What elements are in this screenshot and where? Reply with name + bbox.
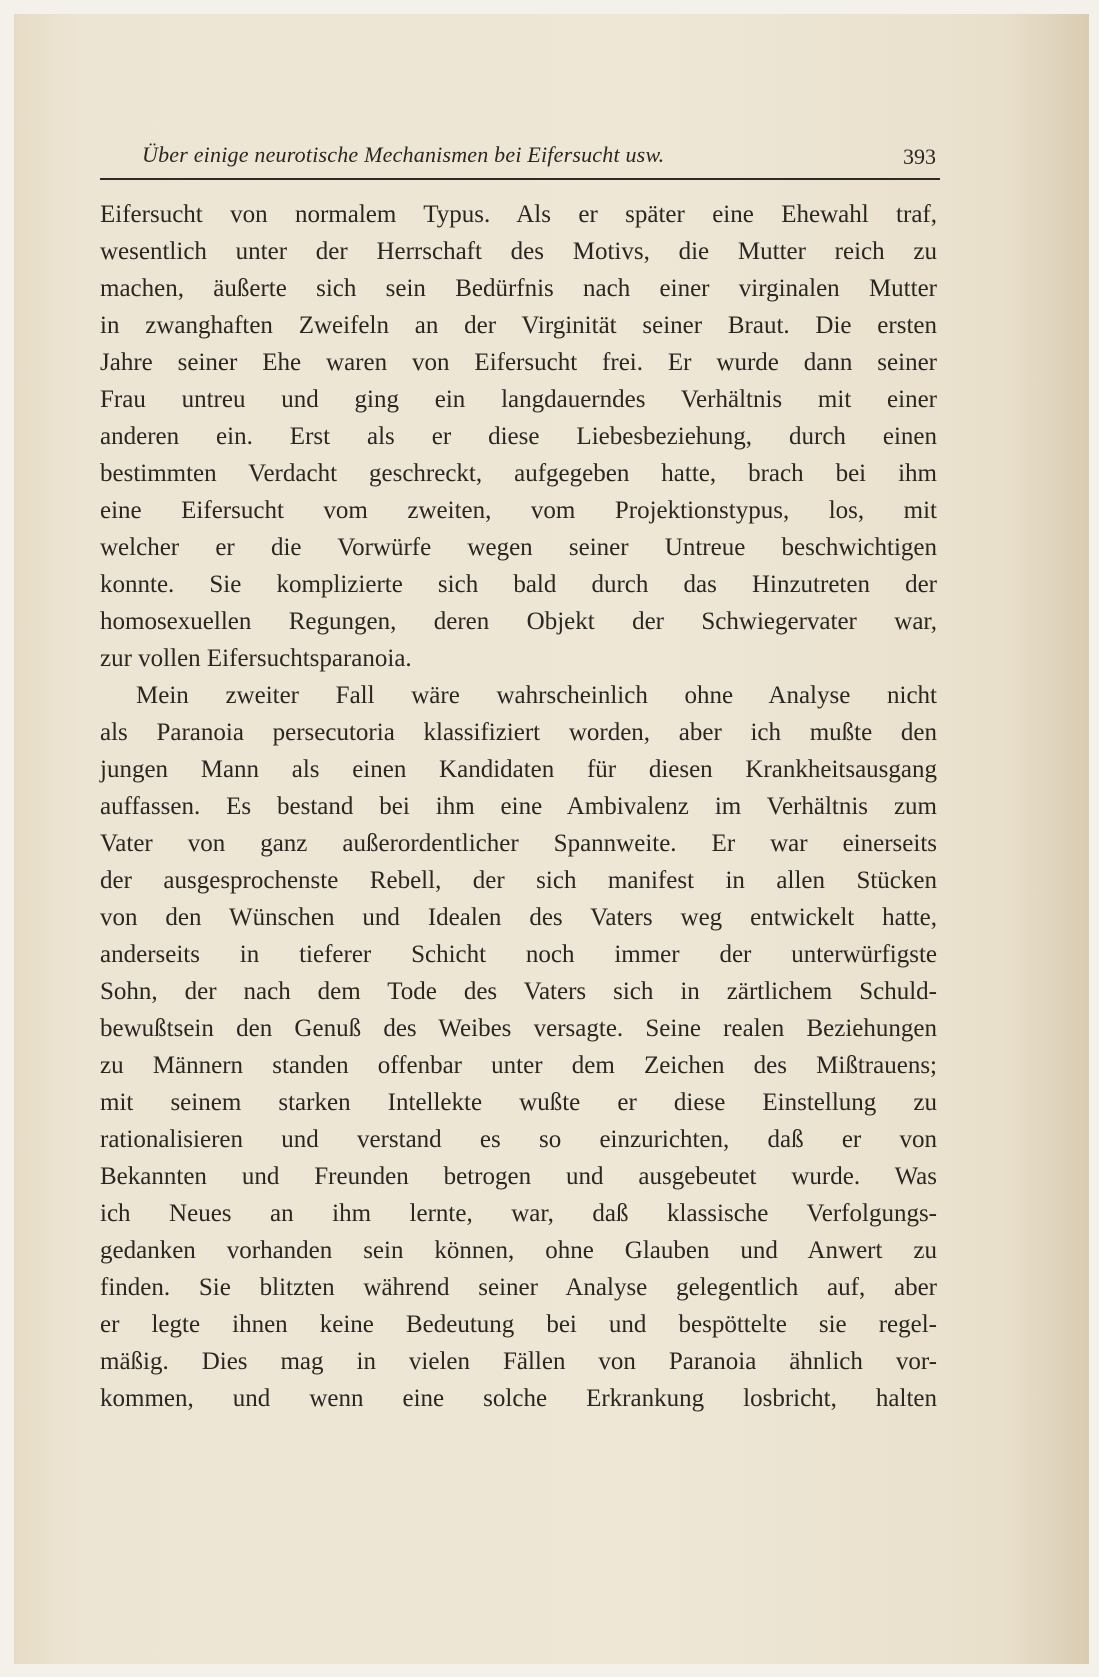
text-line: auffassen. Es bestand bei ihm eine Ambivalenz im Verhältnis zum bbox=[100, 793, 937, 820]
text-line: konnte. Sie komplizierte sich bald durch das Hinzutreten der bbox=[100, 571, 937, 598]
page-header bbox=[100, 138, 940, 178]
text-line: rationalisieren und verstand es so einzurichten, daß er von bbox=[100, 1126, 937, 1153]
body-text bbox=[100, 196, 937, 1417]
text-line: als Paranoia persecutoria klassifiziert worden, aber ich mußte den bbox=[100, 719, 937, 746]
text-line: von den Wünschen und Idealen des Vaters weg entwickelt hatte, bbox=[100, 904, 937, 931]
text-line: anderen ein. Erst als er diese Liebesbeziehung, durch einen bbox=[100, 423, 937, 450]
text-line: zu Männern standen offenbar unter dem Zeichen des Mißtrauens; bbox=[100, 1052, 937, 1079]
text-line: mit seinem starken Intellekte wußte er diese Einstellung zu bbox=[100, 1089, 937, 1116]
text-line: Frau untreu und ging ein langdauerndes Verhältnis mit einer bbox=[100, 386, 937, 413]
book-page bbox=[14, 14, 1089, 1664]
text-line: machen, äußerte sich sein Bedürfnis nach einer virginalen Mutter bbox=[100, 275, 937, 302]
text-line: wesentlich unter der Herrschaft des Motivs, die Mutter reich zu bbox=[100, 238, 937, 265]
text-line: bestimmten Verdacht geschreckt, aufgegeben hatte, brach bei ihm bbox=[100, 460, 937, 487]
text-line: homosexuellen Regungen, deren Objekt der Schwiegervater war, bbox=[100, 608, 937, 635]
text-line: welcher er die Vorwürfe wegen seiner Untreue beschwichtigen bbox=[100, 534, 937, 561]
running-title: Über einige neurotische Mechanismen bei Eifersucht usw. bbox=[142, 142, 665, 167]
text-line: ich Neues an ihm lernte, war, daß klassische Verfolgungs- bbox=[100, 1200, 937, 1227]
text-line: Mein zweiter Fall wäre wahrscheinlich ohne Analyse nicht bbox=[136, 682, 937, 709]
header-rule bbox=[100, 178, 940, 180]
text-line: jungen Mann als einen Kandidaten für diesen Krankheitsausgang bbox=[100, 756, 937, 783]
page-number: 393 bbox=[903, 144, 936, 169]
text-line: bewußtsein den Genuß des Weibes versagte. Seine realen Beziehungen bbox=[100, 1015, 937, 1042]
text-line: mäßig. Dies mag in vielen Fällen von Paranoia ähnlich vor- bbox=[100, 1348, 937, 1375]
text-line: in zwanghaften Zweifeln an der Virginität seiner Braut. Die ersten bbox=[100, 312, 937, 339]
text-line: Bekannten und Freunden betrogen und ausgebeutet wurde. Was bbox=[100, 1163, 937, 1190]
text-line: finden. Sie blitzten während seiner Analyse gelegentlich auf, aber bbox=[100, 1274, 937, 1301]
text-line: gedanken vorhanden sein können, ohne Glauben und Anwert zu bbox=[100, 1237, 937, 1264]
text-line: Sohn, der nach dem Tode des Vaters sich in zärtlichem Schuld- bbox=[100, 978, 937, 1005]
text-line: anderseits in tieferer Schicht noch immer der unterwürfigste bbox=[100, 941, 937, 968]
text-line: kommen, und wenn eine solche Erkrankung losbricht, halten bbox=[100, 1385, 937, 1412]
text-line: Eifersucht von normalem Typus. Als er später eine Ehewahl traf, bbox=[100, 201, 937, 228]
text-line: Jahre seiner Ehe waren von Eifersucht frei. Er wurde dann seiner bbox=[100, 349, 937, 376]
text-line: zur vollen Eifersuchtsparanoia. bbox=[100, 645, 412, 672]
text-line: eine Eifersucht vom zweiten, vom Projektionstypus, los, mit bbox=[100, 497, 937, 524]
text-line: Vater von ganz außerordentlicher Spannweite. Er war einerseits bbox=[100, 830, 937, 857]
text-line: er legte ihnen keine Bedeutung bei und bespöttelte sie regel- bbox=[100, 1311, 937, 1338]
text-line: der ausgesprochenste Rebell, der sich manifest in allen Stücken bbox=[100, 867, 937, 894]
